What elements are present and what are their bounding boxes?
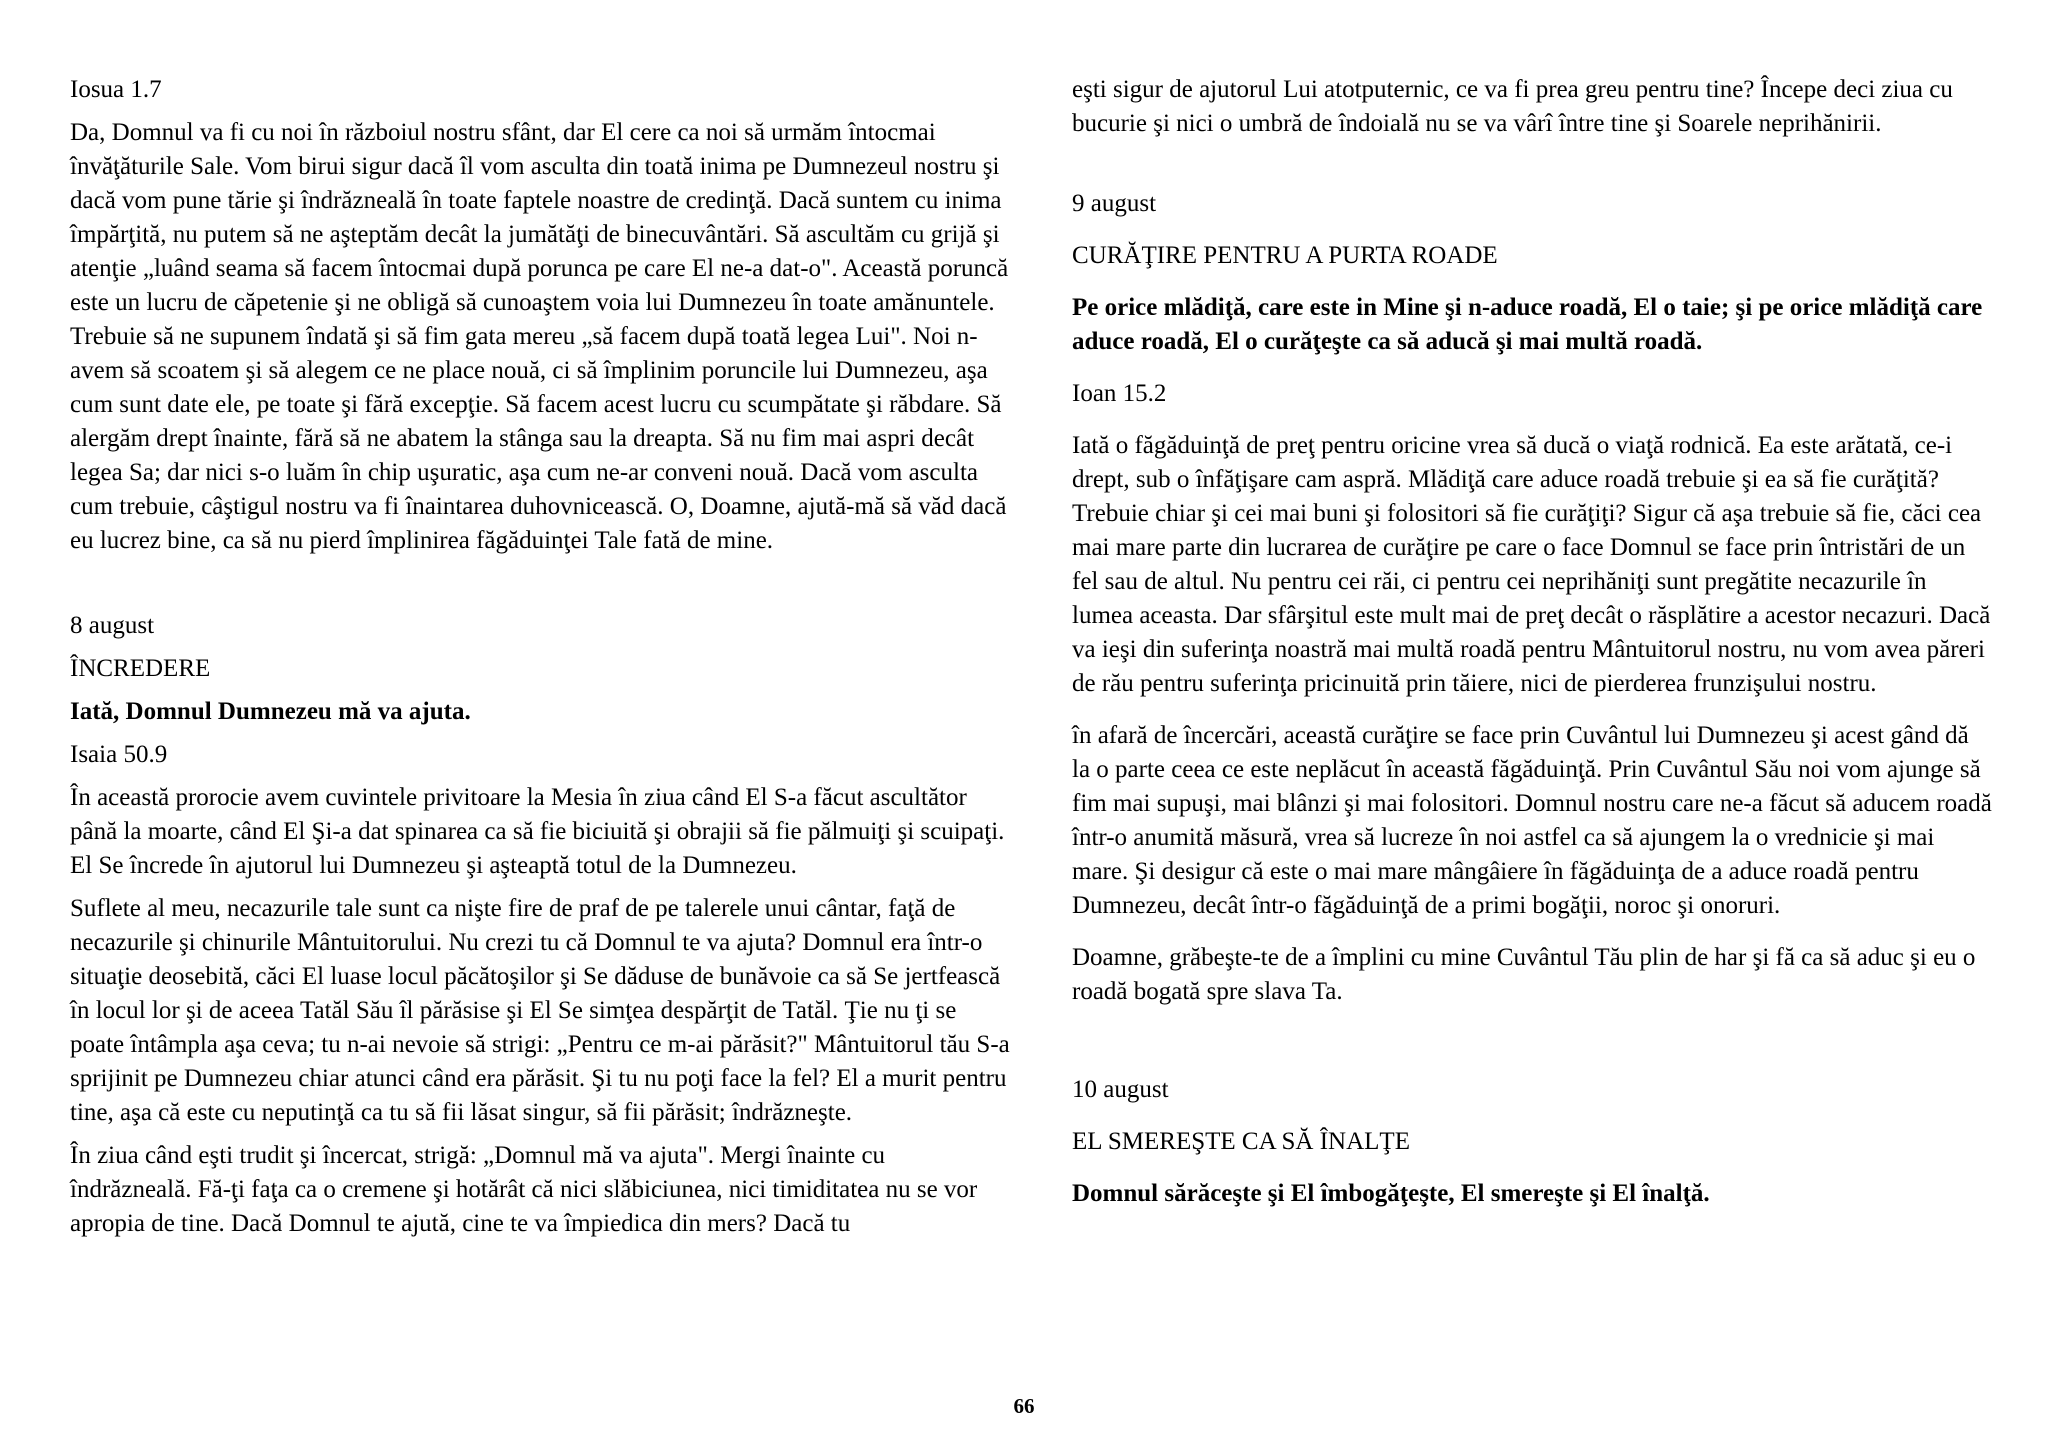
date-august-9: 9 august	[1072, 190, 1157, 217]
paragraph-trials: în afară de încercări, această curăţire se face prin Cuvântul lui Dumnezeu şi acest gând dă la o parte ceea ce este neplăcut în această făgăduinţă. Prin Cuvântul Său noi vom ajunge să fim mai supuşi, mai blânzi şi mai folositori. Domnul nostru care ne-a făcut să aducem roadă într-o anumită măsură, vrea să lucreze în noi astfel ca să ajungem la o vrednicie şi mai mare. Şi desigur că este o mai mare mângâiere în făgăduinţa de a aduce roadă pentru Dumnezeu, decât într-o făgăduinţă de a primi bogăţii, noroc şi onoruri.	[1072, 722, 1992, 919]
paragraph-promise: Iată o făgăduinţă de preţ pentru oricine vrea să ducă o viaţă rodnică. Ea este arătată, ce-i drept, sub o înfăţişare cam aspră. Mlădiţă care aduce roadă trebuie şi ea să fie curăţită? Trebuie chiar şi cei mai buni şi folositori să fie curăţiţi? Sigur că aşa trebuie să fie, căci cea mai mare parte din lucrarea de curăţire pe care o face Domnul se face prin întristări de un fel sau de altul. Nu pentru cei răi, ci pentru cei neprihăniţi sunt pregătite necazurile în lumea aceasta. Dar sfârşitul este mult mai de preţ decât o răsplătire a acestor necazuri. Dacă va ieşi din suferinţa noastră mai multă roadă pentru Mântuitorul nostru, nu vom avea păreri de rău pentru suferinţa pricinuită prin tăiere, nici de pierderea frunzişului nostru.	[1072, 432, 1991, 697]
date-august-8: 8 august	[70, 612, 155, 639]
date-august-10: 10 august	[1072, 1076, 1169, 1103]
paragraph-day: În ziua când eşti trudit şi încercat, strigă: „Domnul mă va ajuta". Mergi înainte cu îndrăzneală. Fă-ţi faţa ca o cremene şi hotărât că nici slăbiciunea, nici timiditatea nu se vor apropia de tine. Dacă Domnul te ajută, cine te va împiedica din mers? Dacă tu	[70, 1142, 978, 1237]
paragraph-soul: Suflete al meu, necazurile tale sunt ca nişte fire de praf de pe talerele unui cântar, faţă de necazurile şi chinurile Mântuitorului. Nu crezi tu că Domnul te va ajuta? Domnul era într-o situaţie deosebită, căci El luase locul păcătoşilor şi Se dăduse de bunăvoie ca să Se jertfească în locul lor şi de aceea Tatăl Său îl părăsise şi El Se simţea despărţit de Tatăl. Ţie nu ţi se poate întâmpla aşa ceva; tu n-ai nevoie să strigi: „Pentru ce m-ai părăsit?" Mântuitorul tău S-a sprijinit pe Dumnezeu chiar atunci când era părăsit. Şi tu nu poţi face la fel? El a murit pentru tine, aşa că este cu neputinţă ca tu să fii lăsat singur, să fii părăsit; îndrăzneşte.	[70, 895, 1010, 1126]
reference-joshua: Iosua 1.7	[70, 76, 162, 103]
right-column	[1072, 73, 1992, 1211]
verse-samuel: Domnul sărăceşte şi El îmbogăţeşte, El smereşte şi El înalţă.	[1072, 1180, 1710, 1207]
paragraph-continuation: eşti sigur de ajutorul Lui atotputernic, ce va fi prea greu pentru tine? Începe deci ziua cu bucurie şi nici o umbră de îndoială nu se va vârî între tine şi Soarele neprihănirii.	[1072, 76, 1953, 137]
paragraph-prayer: Doamne, grăbeşte-te de a împlini cu mine Cuvântul Tău plin de har şi fă ca să aduc şi eu o roadă bogată spre slava Ta.	[1072, 944, 1976, 1005]
reference-isaiah: Isaia 50.9	[70, 741, 168, 768]
left-column	[70, 73, 1010, 1241]
section-title-smereste: EL SMEREŞTE CA SĂ ÎNALŢE	[1072, 1128, 1410, 1155]
verse-john: Pe orice mlădiţă, care este in Mine şi n-aduce roadă, El o taie; şi pe orice mlădiţă care aduce roadă, El o curăţeşte ca să aducă şi mai multă roadă.	[1072, 294, 1983, 355]
reference-john: Ioan 15.2	[1072, 380, 1167, 407]
section-title-incredere: ÎNCREDERE	[70, 655, 211, 682]
paragraph-joshua-commentary: Da, Domnul va fi cu noi în războiul nostru sfânt, dar El cere ca noi să urmăm întocmai învăţăturile Sale. Vom birui sigur dacă îl vom asculta din toată inima pe Dumnezeul nostru şi dacă vom pune tărie şi îndrăzneală în toate faptele noastre de credinţă. Dacă suntem cu inima împărţită, nu putem să ne aşteptăm decât la jumătăţi de binecuvântări. Să ascultăm cu grijă şi atenţie „luând seama să facem întocmai după porunca pe care El ne-a dat-o". Această poruncă este un lucru de căpetenie şi ne obligă să cunoaştem voia lui Dumnezeu în toate amănuntele. Trebuie să ne supunem îndată şi să fim gata mereu „să facem după toată legea Lui". Noi n-avem să scoatem şi să alegem ce ne place nouă, ci să împlinim poruncile lui Dumnezeu, aşa cum sunt date ele, pe toate şi fără excepţie. Să facem acest lucru cu scumpătate şi răbdare. Să alergăm drept înainte, fără să ne abatem la stânga sau la dreapta. Să nu fim mai aspri decât legea Sa; dar nici s-o luăm în chip uşuratic, aşa cum ne-ar conveni nouă. Dacă vom asculta cum trebuie, câştigul nostru va fi înaintarea duhovnicească. O, Doamne, ajută-mă să văd dacă eu lucrez bine, ca să nu pierd împlinirea făgăduinţei Tale fată de mine.	[70, 119, 1009, 554]
section-title-curatire: CURĂŢIRE PENTRU A PURTA ROADE	[1072, 242, 1498, 269]
page-number: 66	[1013, 1394, 1035, 1418]
verse-isaiah: Iată, Domnul Dumnezeu mă va ajuta.	[70, 698, 471, 725]
paragraph-prophecy: În această prorocie avem cuvintele privitoare la Mesia în ziua când El S-a făcut ascultător până la moarte, când El Şi-a dat spinarea ca să fie biciuită şi obrajii să fie pălmuiţi şi scuipaţi. El Se încrede în ajutorul lui Dumnezeu şi aşteaptă totul de la Dumnezeu.	[70, 784, 1005, 879]
